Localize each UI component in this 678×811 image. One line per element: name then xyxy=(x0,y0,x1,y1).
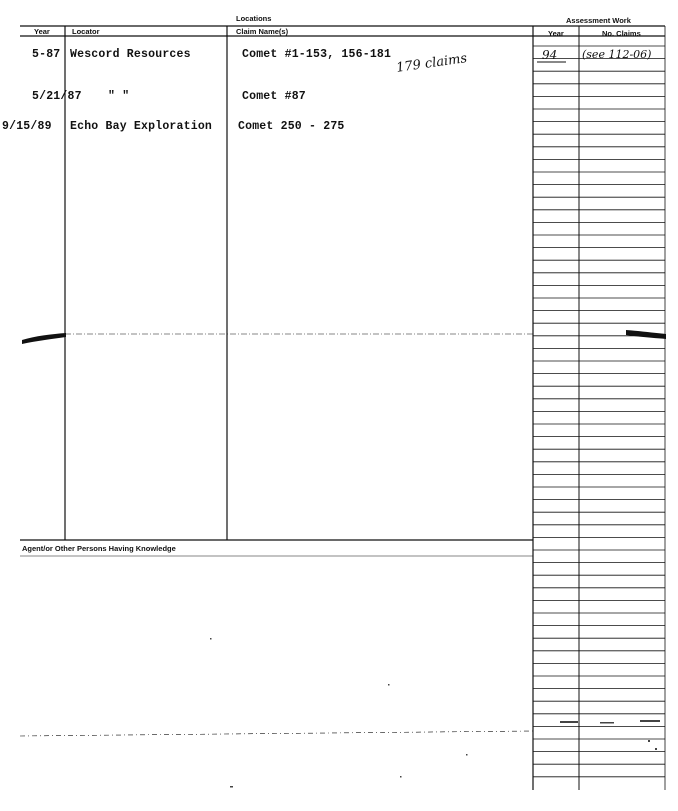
handwritten-aw-no-claims: (see 112-06) xyxy=(582,48,652,61)
locations-heading: Locations xyxy=(236,14,272,23)
agent-section-label: Agent/or Other Persons Having Knowledge xyxy=(22,544,176,553)
entry-year: 5/21/87 xyxy=(32,90,82,103)
aw-no-claims-column-header: No. Claims xyxy=(602,29,641,38)
locator-column-header: Locator xyxy=(72,27,100,36)
entry-claim-name: Comet #1-153, 156-181 xyxy=(242,48,392,61)
entry-claim-name: Comet 250 - 275 xyxy=(238,120,345,133)
entry-year: 5-87 xyxy=(32,48,61,61)
entry-locator: Wescord Resources xyxy=(70,48,191,61)
assessment-work-heading: Assessment Work xyxy=(566,16,631,25)
year-column-header: Year xyxy=(34,27,50,36)
entry-claim-name: Comet #87 xyxy=(242,90,306,103)
handwritten-claims-count: 179 claims xyxy=(395,51,468,76)
entry-year: 9/15/89 xyxy=(2,120,52,133)
entry-locator: Echo Bay Exploration xyxy=(70,120,213,133)
claim-names-column-header: Claim Name(s) xyxy=(236,27,289,36)
handwritten-aw-year: 94 xyxy=(542,48,558,62)
aw-year-column-header: Year xyxy=(548,29,564,38)
entry-locator: " " xyxy=(108,90,130,103)
